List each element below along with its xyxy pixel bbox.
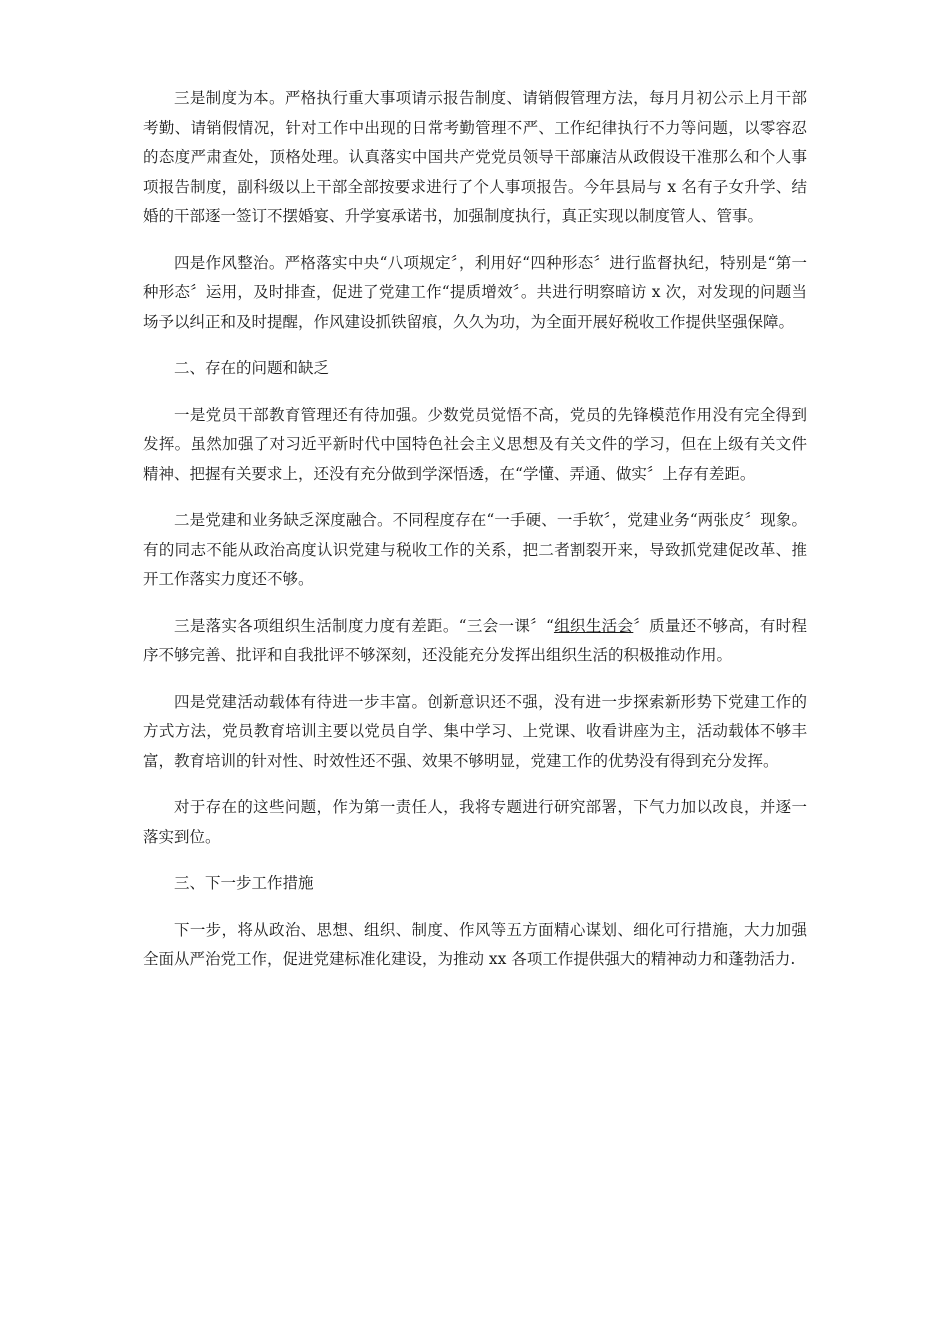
section-heading-problems: 二、存在的问题和缺乏 [174,359,330,377]
paragraph-text-after-link: 〞质量还不够高，有时程序不够完善、批评和自我批评不够深刻，还没能充分发挥出组织生活的积极推动作用。 [143,616,807,664]
paragraph-problem-activities: 四是党建活动载体有待进一步丰富。创新意识还不强，没有进一步探索新形势下党建工作的方式方法，党员教育培训主要以党员自学、集中学习、上党课、收看讲座为主，活动载体不够丰富，教育培训的针对性、时效性还不强、效果不够明显，党建工作的优势没有得到充分发挥。 [143,692,807,770]
paragraph-commitment: 对于存在的这些问题，作为第一责任人，我将专题进行研究部署，下气力加以改良，并逐一落实到位。 [143,798,807,846]
paragraph-work-style: 四是作风整治。严格落实中央“八项规定〞，利用好“四种形态〞进行监督执纪，特别是“第一种形态〞运用，及时排查，促进了党建工作“提质增效〞。共进行明察暗访 x 次，对发现的问题当场予以纠正和及时提醒，作风建设抓铁留痕，久久为功，为全面开展好税收工作提供坚强保障。 [143,253,807,331]
section-heading-next-steps: 三、下一步工作措施 [174,874,314,892]
paragraph-problem-integration: 二是党建和业务缺乏深度融合。不同程度存在“一手硬、一手软〞，党建业务“两张皮〞现象。有的同志不能从政治高度认识党建与税收工作的关系，把二者割裂开来，导致抓党建促改革、推开工作落实力度还不够。 [143,511,807,588]
paragraph-system-rules: 三是制度为本。严格执行重大事项请示报告制度、请销假管理方法，每月月初公示上月干部考勤、请销假情况，针对工作中出现的日常考勤管理不严、工作纪律执行不力等问题，以零容忍的态度严肃查处，顶格处理。认真落实中国共产党党员领导干部廉洁从政假设干准那么和个人事项报告制度，副科级以上干部全部按要求进行了个人事项报告。今年县局与 x 名有子女升学、结婚的干部逐一签订不摆婚宴、升学宴承诺书，加强制度执行，真正实现以制度管人、管事。 [143,89,807,225]
paragraph-problem-organization [143,612,807,671]
paragraph-problem-education: 一是党员干部教育管理还有待加强。少数党员觉悟不高，党员的先锋模范作用没有完全得到发挥。虽然加强了对习近平新时代中国特色社会主义思想及有关文件的学习，但在上级有关文件精神、把握有关要求上，还没有充分做到学深悟透，在“学懂、弄通、做实〞上存有差距。 [143,405,807,483]
document-body [143,84,807,992]
paragraph-text-before-link: 三是落实各项组织生活制度力度有差距。“三会一课〞“ [174,616,554,635]
organization-life-meeting-link[interactable]: 组织生活会 [553,616,634,635]
paragraph-next-steps: 下一步，将从政治、思想、组织、制度、作风等五方面精心谋划、细化可行措施，大力加强全面从严治党工作，促进党建标准化建设，为推动 xx 各项工作提供强大的精神动力和蓬勃活力. [143,920,807,968]
